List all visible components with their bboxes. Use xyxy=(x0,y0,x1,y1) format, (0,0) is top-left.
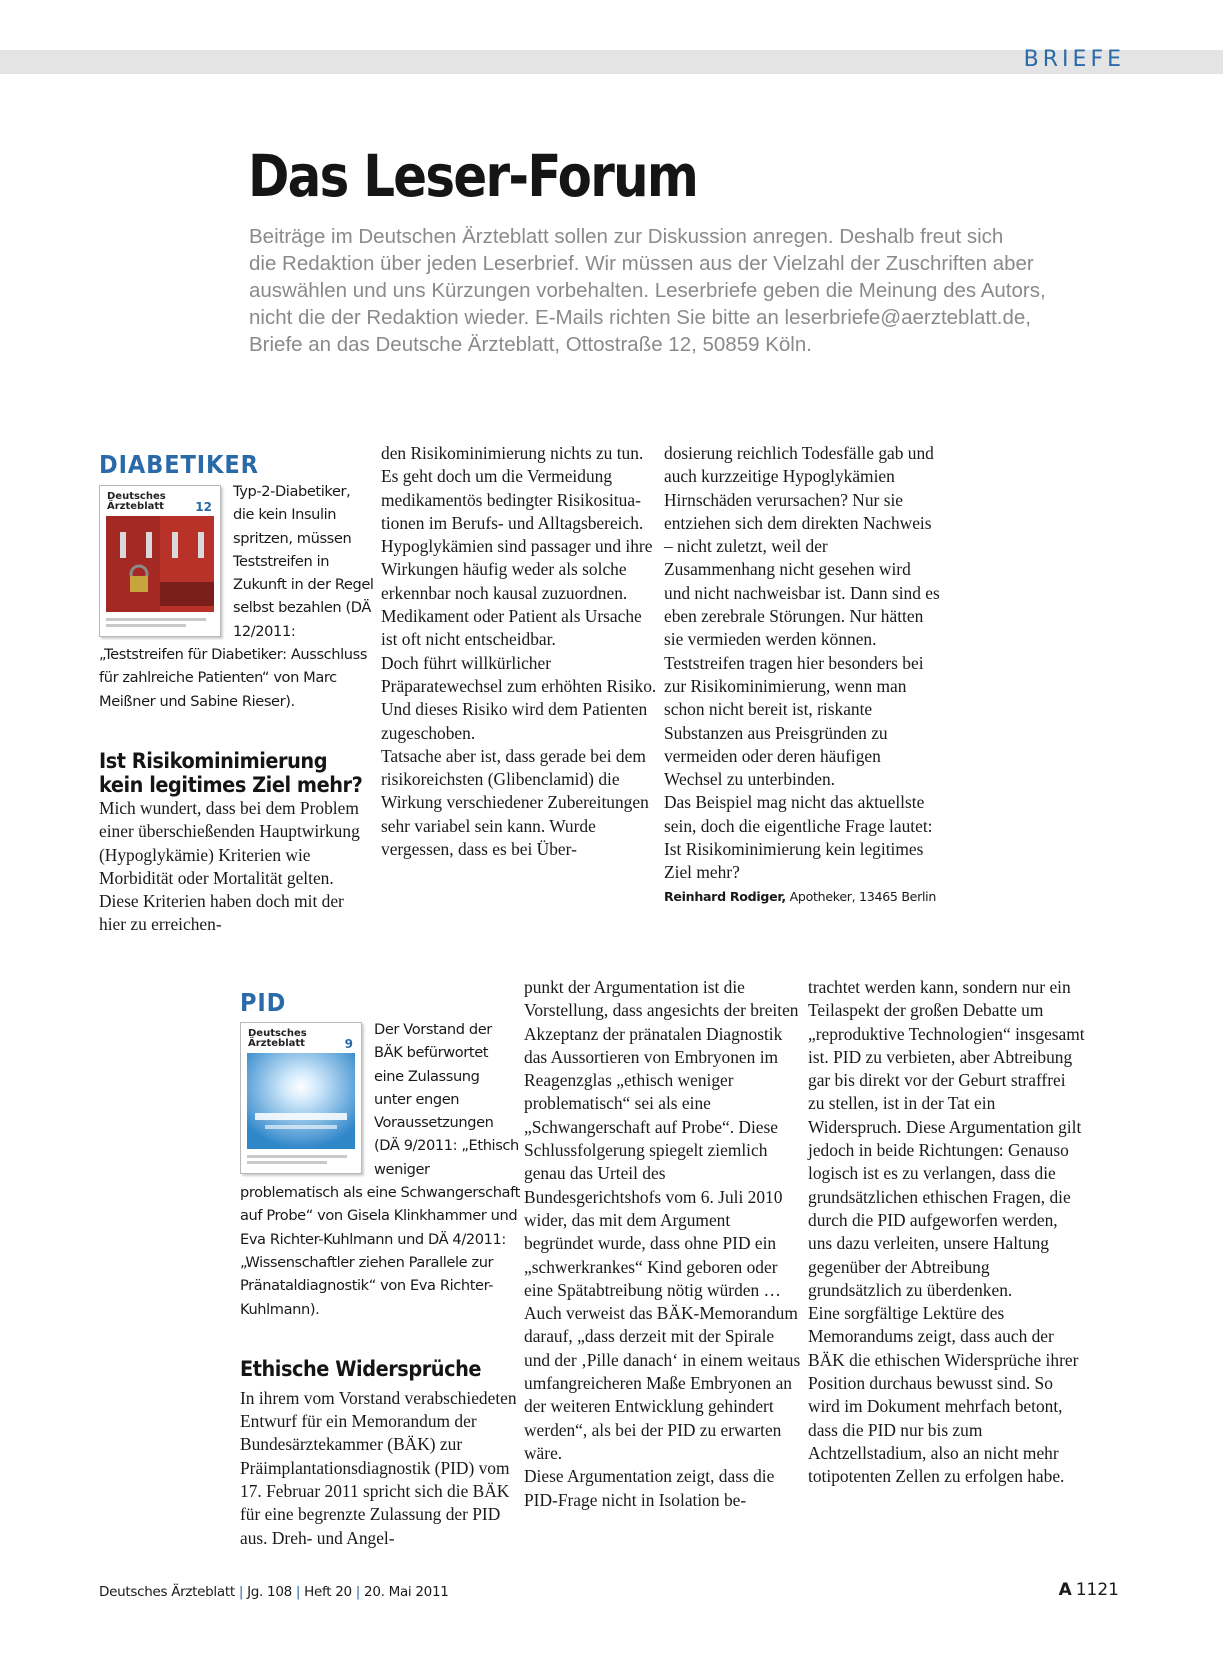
author-name: Reinhard Rodiger, xyxy=(664,888,786,904)
letter-pid-column-2 xyxy=(524,976,802,1512)
footer-issue: Heft 20 xyxy=(304,1584,352,1600)
letter-body-text: Auch verweist das BÄK-Memorandum darauf, „dass derzeit mit der Spirale und der ‚Pille danach‘ in einem weitaus umfangreicheren Maße Embryonen an der weiteren Entwicklung gehindert werden“, als bei der PID zu erwarten wäre. xyxy=(524,1303,801,1463)
headline-line: Ist Risikominimierung xyxy=(99,748,328,773)
letter-diabetiker-column-1 xyxy=(99,450,374,937)
letter-body-text: den Risikominimierung nichts zu tun. xyxy=(381,443,644,463)
intro-line: die Redaktion über jeden Leserbrief. Wir müssen aus der Vielzahl der Zuschriften aber xyxy=(249,252,1034,275)
cover-masthead: Deutsches Ärzteblatt xyxy=(248,1028,307,1049)
page-number-value: 1121 xyxy=(1075,1580,1119,1600)
cover-issue-number: 12 xyxy=(195,500,212,514)
cover-image xyxy=(106,516,214,612)
letter-body-text: In ihrem vom Vorstand verabschiedeten Entwurf für ein Memorandum der Bundesärztekammer (BÄK) zur Präimplantationsdiagnostik (PID) vom 17. Februar 2011 spricht sich die BÄK für eine begrenzte Zulassung der PID aus. Dreh- und Angel- xyxy=(240,1387,517,1548)
cover-footer-lines xyxy=(247,1153,355,1167)
letter-body-text: Eine sorgfältige Lektüre des Memorandums zeigt, dass auch der BÄK die ethischen Widersprüche ihrer Position durchaus bewusst sind. So wird im Dokument mehrfach betont, dass die PID nur bis zum Achtzellstadium, also an nicht mehr totipotenten Zellen zu erfolgen habe. xyxy=(808,1303,1079,1487)
intro-line: Briefe an das Deutsche Ärzteblatt, Ottostraße 12, 50859 Köln. xyxy=(249,333,812,356)
cover-issue-number: 9 xyxy=(344,1037,353,1051)
letter-body-text: dosierung reichlich Todesfälle gab und auch kurzzeitige Hypoglykämien Hirnschäden verursachen? Nur sie entziehen sich dem direkten Nachweis – nicht zuletzt, weil der Zusammenhang nicht gesehen wird und nicht nachweisbar ist. Dann sind es eben zerebrale Störungen. Nur hätten sie vermieden werden können. Teststreifen tragen hier besonders bei zur Risikominimierung, wenn man schon nicht bereit ist, riskante Substanzen aus Preisgründen zu vermeiden oder deren häufigen Wechsel zu unterbinden. xyxy=(664,443,940,790)
letter-headline: Ethische Widersprüche xyxy=(240,1356,482,1381)
page-title: Das Leser-Forum xyxy=(248,142,698,210)
letter-body-text: Das Beispiel mag nicht das aktuellste sein, doch die eigentliche Frage lautet: Ist Risikominimierung kein legitimes Ziel mehr? xyxy=(664,792,933,883)
footer-separator: | xyxy=(295,1584,301,1600)
footer-separator: | xyxy=(238,1584,244,1600)
letter-body-text: Tatsache aber ist, dass gerade bei dem risikoreichsten (Glibenclamid) die Wirkung verschiedener Zubereitungen sehr variabel sein kann. Wurde vergessen, dass es bei Über- xyxy=(381,745,649,860)
letter-teaser: Typ-2-Diabetiker, die kein Insulin spritzen, müssen Teststreifen in Zukunft in der Regel selbst bezahlen (DÄ 12/2011: „Teststreifen für Diabetiker: Ausschluss für zahlreiche Patienten“ von Marc Meißner und Sabine Rieser). xyxy=(99,483,374,710)
author-details: Apotheker, 13465 Berlin xyxy=(785,888,937,904)
letter-body-text: Es geht doch um die Vermeidung medikamentös bedingter Risikosituationen im Berufs- und Alltagsbereich. Hypoglykämien sind passager und ihre Wirkungen häufig weder als solche erkennbar noch kausal zuzuordnen. Medikament oder Patient als Ursache ist oft nicht entscheidbar. xyxy=(381,466,653,650)
cover-masthead: Deutsches Ärzteblatt xyxy=(107,491,166,512)
category-heading: DIABETIKER xyxy=(99,450,259,479)
letter-body-text: Doch führt willkürlicher Präparatewechsel zum erhöhten Risiko. Und dieses Risiko wird dem Patienten zugeschoben. xyxy=(381,652,657,743)
letter-body-text: trachtet werden kann, sondern nur ein Teilaspekt der großen Debatte um „reproduktive Technologien“ insgesamt ist. PID zu verbieten, aber Abtreibung gar bis direkt vor der Geburt straffrei zu stellen, ist in der Tat ein Widerspruch. Diese Argumentation gilt jedoch in beide Richtungen: Genauso logisch ist es zu verlangen, dass die grundsätzlichen ethischen Fragen, die durch die PID aufgeworfen werden, uns dazu verleiten, unsere Haltung gegenüber der Abtreibung grundsätzlich zu überdenken. xyxy=(808,977,1085,1300)
letter-signature xyxy=(664,885,940,908)
intro-line: Beiträge im Deutschen Ärzteblatt sollen zur Diskussion anregen. Deshalb freut sich xyxy=(249,225,1004,248)
cover-footer-lines xyxy=(106,616,214,630)
headline-line: kein legitimes Ziel mehr? xyxy=(99,772,363,797)
letter-body-text: Mich wundert, dass bei dem Problem einer überschießenden Hauptwirkung (Hypoglykämie) Kriterien wie Morbidität oder Mortalität gelten. Diese Kriterien haben doch mit der hier zu erreichen- xyxy=(99,797,360,935)
footer-separator: | xyxy=(355,1584,361,1600)
letter-body-text: Diese Argumentation zeigt, dass die PID-Frage nicht in Isolation be- xyxy=(524,1466,775,1510)
page-prefix: A xyxy=(1058,1580,1072,1600)
footer-date: 20. Mai 2011 xyxy=(364,1584,449,1600)
cover-image xyxy=(247,1053,355,1149)
section-label: BRIEFE xyxy=(1023,47,1125,72)
footer-publication: Deutsches Ärzteblatt xyxy=(99,1584,235,1600)
page-footer xyxy=(99,1584,449,1600)
category-heading: PID xyxy=(240,988,287,1017)
journal-cover-thumbnail xyxy=(240,1022,362,1174)
letter-pid-column-3 xyxy=(808,976,1086,1489)
letter-diabetiker-column-3 xyxy=(664,442,940,908)
footer-volume: Jg. 108 xyxy=(247,1584,292,1600)
letter-headline xyxy=(99,748,363,797)
letter-body-text: punkt der Argumentation ist die Vorstellung, dass angesichts der breiten Akzeptanz der pränatalen Diagnostik das Aussortieren von Embryonen im Reagenzglas „ethisch weniger problematisch“ sei als eine „Schwangerschaft auf Probe“. Diese Schlussfolgerung spiegelt ziemlich genau das Urteil des Bundesgerichtshofs vom 6. Juli 2010 wider, das mit dem Argument begründet wurde, dass ohne PID ein „schwerkrankes“ Kind geboren oder eine Spätabtreibung nötig würden … xyxy=(524,977,799,1300)
journal-cover-thumbnail xyxy=(99,485,221,637)
letter-pid-column-1 xyxy=(240,988,520,1550)
intro-line: nicht die der Redaktion wieder. E-Mails richten Sie bitte an leserbriefe@aerzteblatt.de, xyxy=(249,306,1031,329)
page-number xyxy=(1059,1580,1119,1600)
intro-line: auswählen und uns Kürzungen vorbehalten. Leserbriefe geben die Meinung des Autors, xyxy=(249,279,1046,302)
intro-text xyxy=(249,223,1129,358)
letter-teaser: Der Vorstand der BÄK befürwortet eine Zulassung unter engen Voraussetzungen (DÄ 9/2011: „Ethisch weniger problematisch als eine Schwangerschaft auf Probe“ von Gisela Klinkhammer und Eva Richter-Kuhlmann und DÄ 4/2011: „Wissenschaftler ziehen Parallele zur Pränataldiagnostik“ von Eva Richter-Kuhlmann). xyxy=(240,1021,520,1318)
letter-diabetiker-column-2 xyxy=(381,442,657,861)
